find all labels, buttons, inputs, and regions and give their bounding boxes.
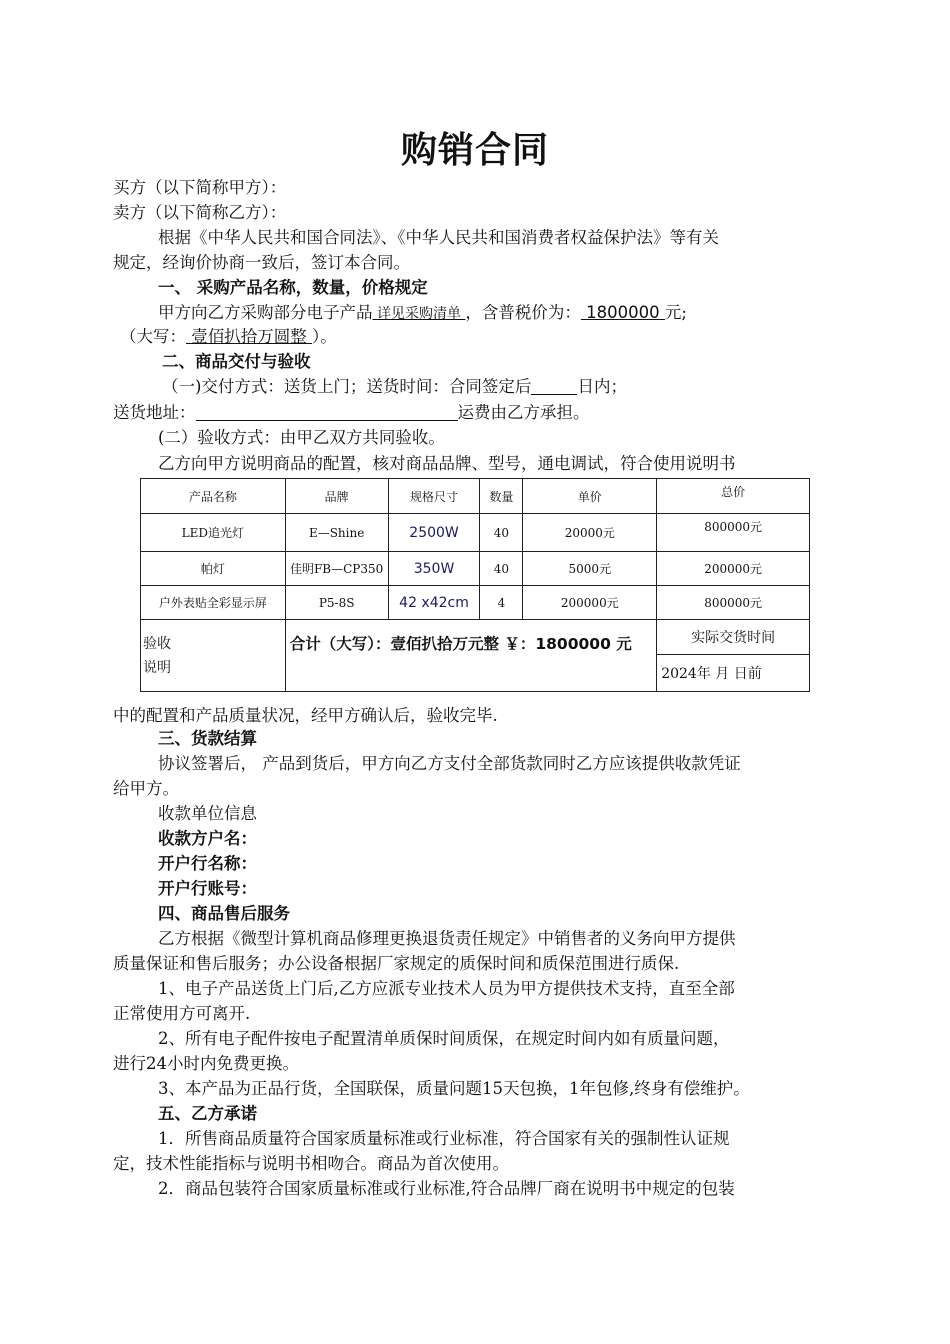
buyer-line: 买方（以下简称甲方）： — [113, 178, 287, 197]
table-row — [141, 552, 810, 586]
cell-brand: 佳明FB—CP350 — [285, 552, 388, 586]
upper-text-a: （大写： — [120, 327, 186, 346]
acceptance-label-2: 说明 — [143, 659, 171, 676]
cell-unit-price: 5000元 — [523, 552, 657, 586]
acceptance-desc-line-1: 乙方向甲方说明商品的配置，核对商品品牌、型号，通电调试，符合使用说明书 — [158, 454, 736, 473]
total-amount-cell: 合计（大写）：壹佰扒拾万元整 ￥：1800000 元 — [285, 620, 656, 692]
header-unit-price: 单价 — [523, 479, 657, 514]
payee-bank-name: 开户行名称： — [158, 854, 257, 873]
price-text-c: 元; — [664, 303, 687, 322]
delivery-time-value: 2024年 月 日前 — [657, 655, 810, 692]
table-row — [141, 586, 810, 620]
section-2-heading: 二、商品交付与验收 — [162, 352, 311, 371]
cell-qty: 40 — [480, 514, 523, 552]
payment-line-1: 协议签署后， 产品到货后，甲方向乙方支付全部货款同时乙方应该提供收款凭证 — [158, 754, 741, 773]
cell-total-price: 800000元 — [657, 514, 810, 552]
section-4-heading: 四、商品售后服务 — [158, 904, 290, 923]
cell-product: 帕灯 — [141, 552, 286, 586]
cell-unit-price: 20000元 — [523, 514, 657, 552]
cell-qty: 40 — [480, 552, 523, 586]
cell-product: 户外表贴全彩显示屏 — [141, 586, 286, 620]
header-qty: 数量 — [480, 479, 523, 514]
price-upper-line — [120, 324, 337, 349]
delivery-address-line — [113, 400, 590, 425]
intro-line-1: 根据《中华人民共和国合同法》、《中华人民共和国消费者权益保护法》等有关 — [158, 228, 719, 247]
cell-total-price: 800000元 — [657, 586, 810, 620]
seller-line: 卖方（以下简称乙方）： — [113, 203, 287, 222]
header-product: 产品名称 — [141, 479, 286, 514]
cell-brand: P5-8S — [285, 586, 388, 620]
service-line-4: 正常使用方可离开. — [113, 1004, 251, 1023]
section-1-heading: 一、 采购产品名称，数量，价格规定 — [158, 278, 428, 297]
price-text-a: 甲方向乙方采购部分电子产品 — [158, 303, 373, 322]
acceptance-desc-line-2: 中的配置和产品质量状况，经甲方确认后，验收完毕. — [113, 706, 498, 725]
upper-text-b: ）。 — [312, 327, 337, 346]
header-spec: 规格尺寸 — [388, 479, 480, 514]
delivery-time-header: 实际交货时间 — [657, 620, 810, 655]
document-title: 购销合同 — [400, 130, 549, 171]
cell-spec: 2500W — [388, 514, 480, 552]
service-line-6: 进行24小时内免费更换。 — [113, 1054, 299, 1073]
service-line-7: 3、本产品为正品行货，全国联保，质量问题15天包换，1年包修,终身有偿维护。 — [158, 1079, 750, 1098]
service-line-3: 1、电子产品送货上门后,乙方应派专业技术人员为甲方提供技术支持，直至全部 — [158, 979, 735, 998]
cell-unit-price: 200000元 — [523, 586, 657, 620]
delivery-text-b: 日内； — [577, 377, 627, 396]
price-text-b: ，含普税价为： — [465, 303, 581, 322]
intro-line-2: 规定，经询价协商一致后，签订本合同。 — [113, 253, 410, 272]
payee-account-name: 收款方户名： — [158, 829, 257, 848]
delivery-text-a: （一)交付方式：送货上门；送货时间：合同签定后 — [162, 377, 532, 396]
delivery-method-line — [162, 374, 627, 399]
delivery-days-blank — [531, 376, 577, 395]
purchase-list-ref: 详见采购清单 — [372, 306, 466, 322]
payee-info-heading: 收款单位信息 — [158, 804, 257, 823]
payment-line-2: 给甲方。 — [113, 779, 179, 798]
section-5-heading: 五、乙方承诺 — [158, 1104, 257, 1123]
goods-table — [140, 478, 810, 692]
cell-spec: 42 x42cm — [388, 586, 480, 620]
promise-line-2: 定，技术性能指标与说明书相吻合。商品为首次使用。 — [113, 1154, 509, 1173]
service-line-5: 2、所有电子配件按电子配置清单质保时间质保，在规定时间内如有质量问题， — [158, 1029, 730, 1048]
section-3-heading: 三、货款结算 — [158, 729, 257, 748]
price-value: 1800000 — [580, 303, 665, 322]
header-total-price: 总价 — [657, 479, 810, 514]
service-line-1: 乙方根据《微型计算机商品修理更换退货责任规定》中销售者的义务向甲方提供 — [158, 929, 736, 948]
cell-brand: E—Shine — [285, 514, 388, 552]
cell-spec: 350W — [388, 552, 480, 586]
header-brand: 品牌 — [285, 479, 388, 514]
address-blank — [196, 402, 458, 421]
price-line — [158, 300, 687, 327]
cell-qty: 4 — [480, 586, 523, 620]
cell-product: LED追光灯 — [141, 514, 286, 552]
table-summary-row — [141, 620, 810, 655]
table-row — [141, 514, 810, 552]
service-line-2: 质量保证和售后服务；办公设备根据厂家规定的质保时间和质保范围进行质保. — [113, 954, 680, 973]
acceptance-label-cell — [141, 620, 286, 692]
acceptance-label-1: 验收 — [143, 635, 171, 652]
promise-line-1: 1．所售商品质量符合国家质量标准或行业标准，符合国家有关的强制性认证规 — [158, 1129, 730, 1148]
payee-account-number: 开户行账号： — [158, 879, 257, 898]
promise-line-3: 2．商品包装符合国家质量标准或行业标准,符合品牌厂商在说明书中规定的包装 — [158, 1179, 735, 1198]
acceptance-method-line: (二）验收方式：由甲乙双方共同验收。 — [158, 428, 445, 447]
cell-total-price: 200000元 — [657, 552, 810, 586]
price-upper-value: 壹佰扒拾万圆整 — [186, 327, 312, 346]
freight-text: 运费由乙方承担。 — [457, 403, 590, 422]
address-label: 送货地址： — [113, 403, 196, 422]
table-header-row — [141, 479, 810, 514]
